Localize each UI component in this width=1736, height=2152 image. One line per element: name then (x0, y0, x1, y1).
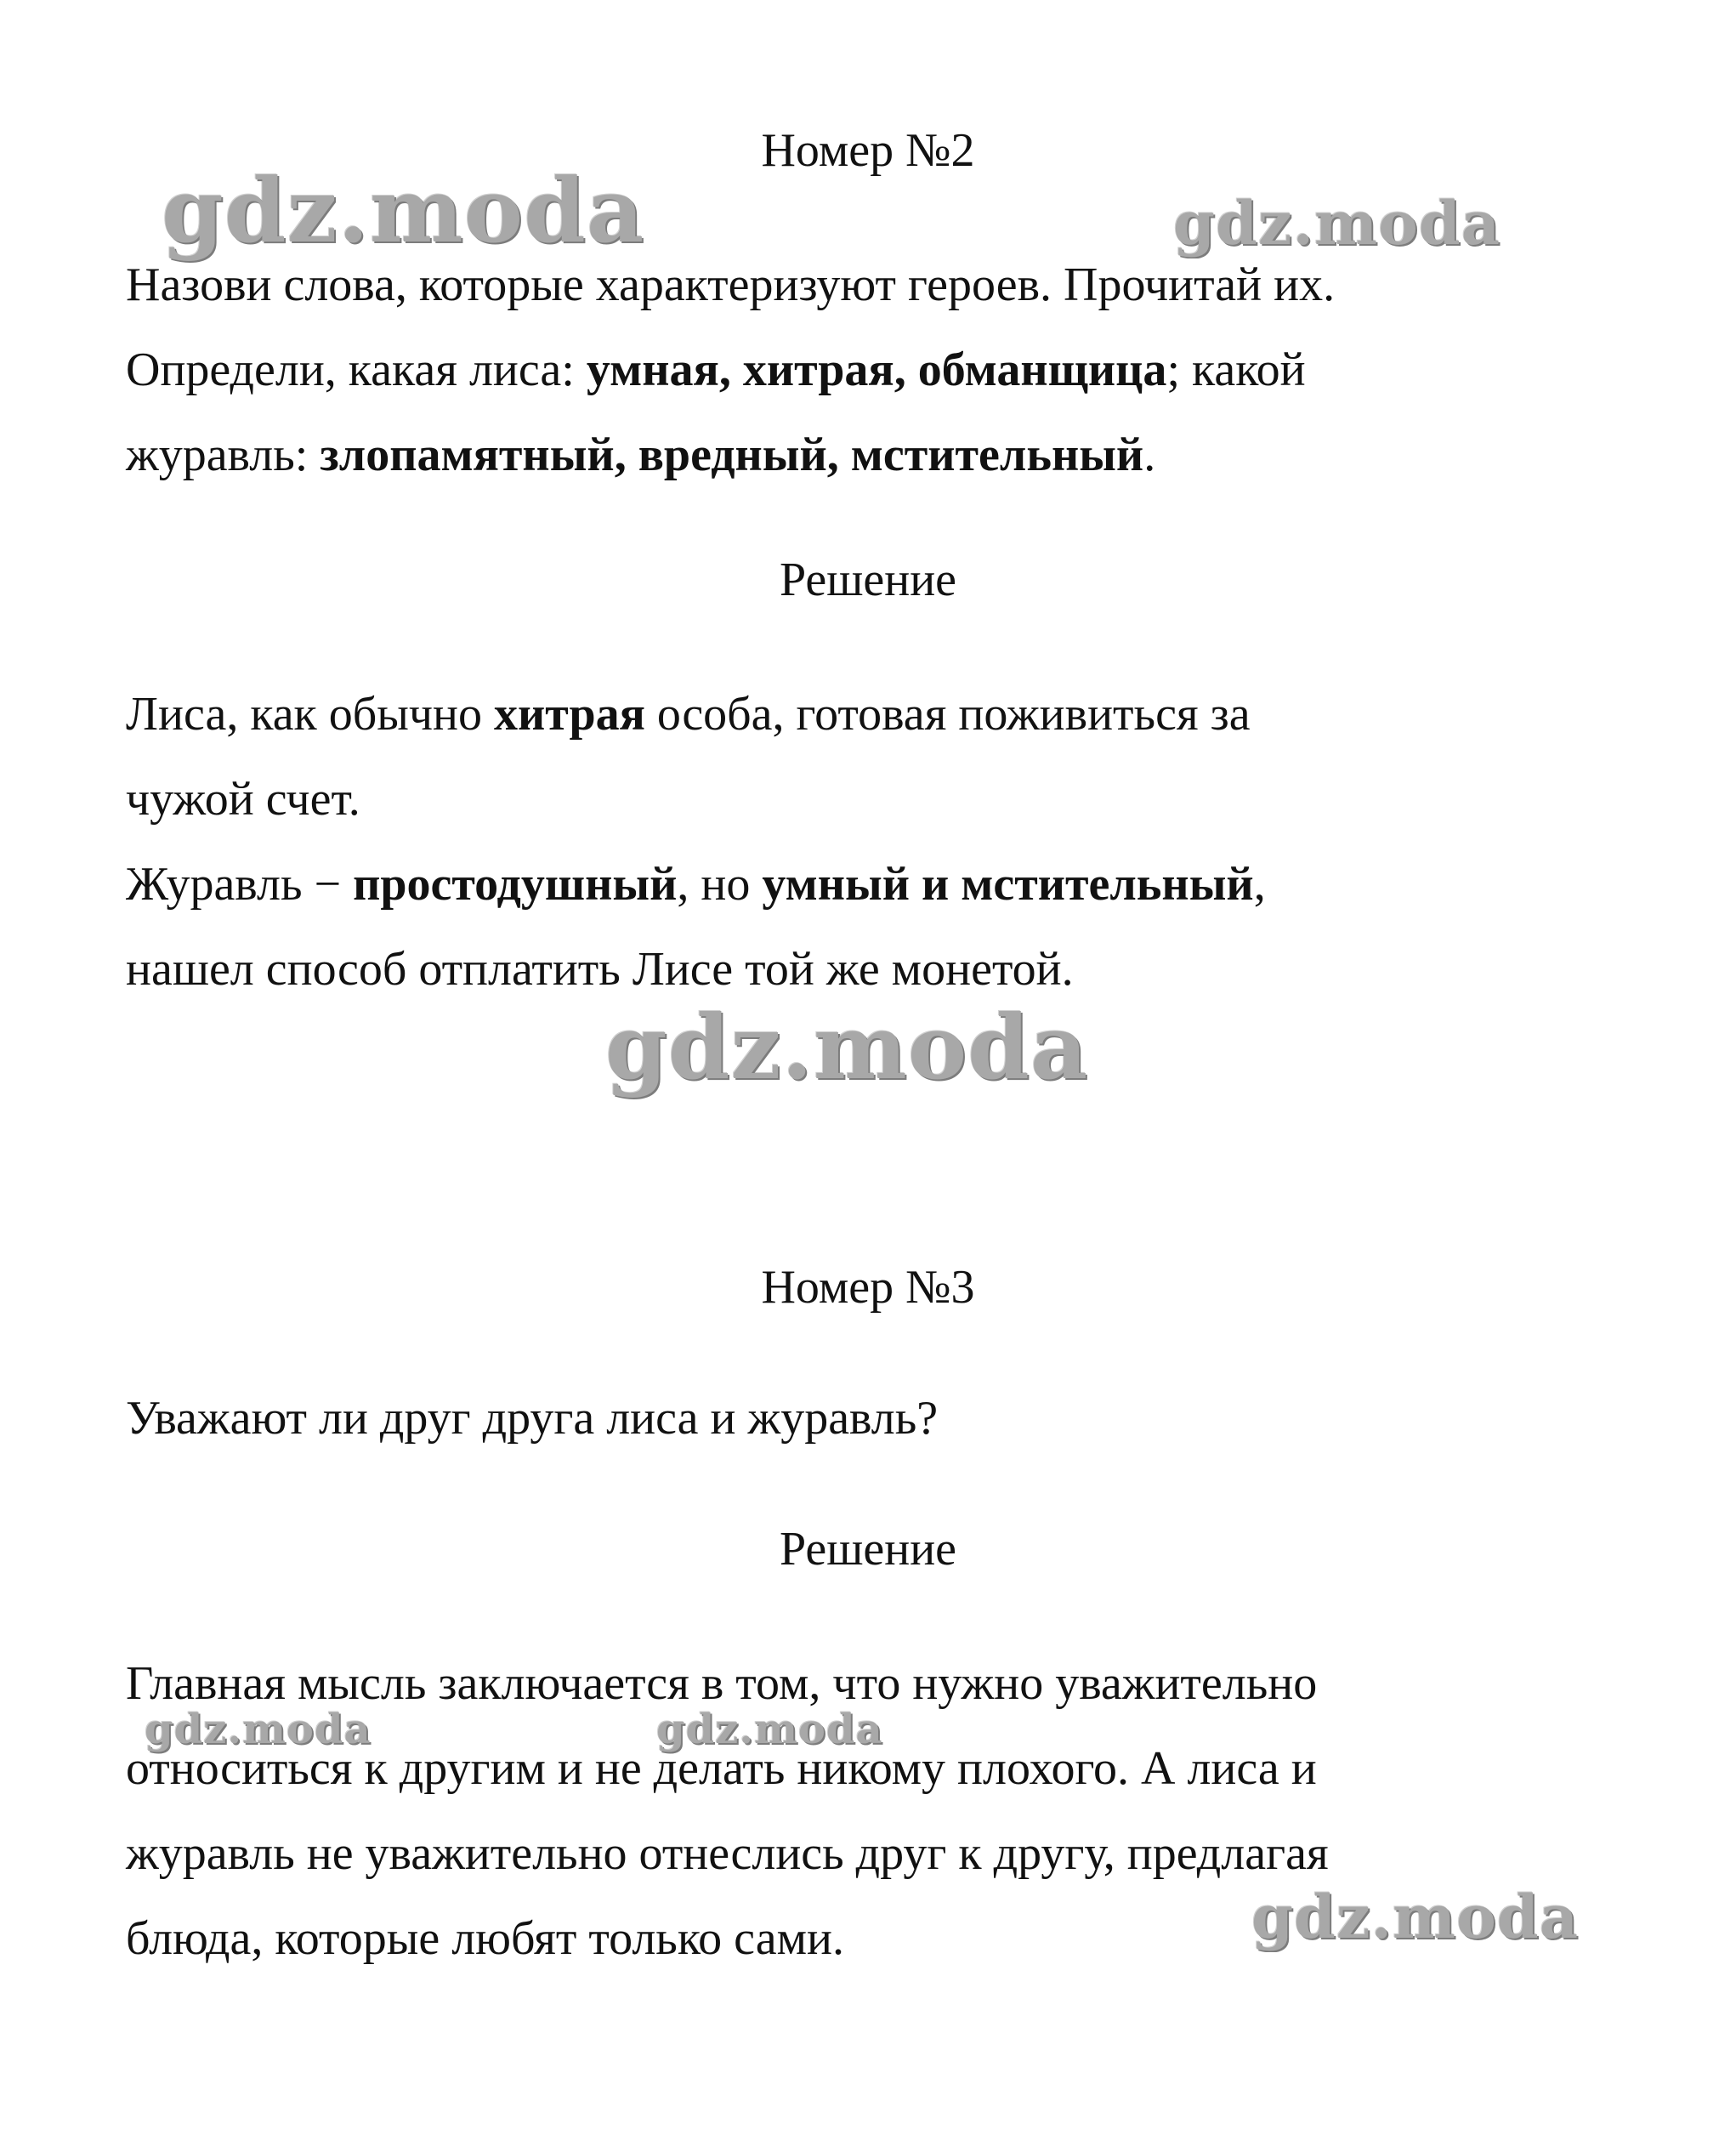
section-3-solution-heading: Решение (779, 1523, 957, 1576)
crane-traits: злопамятный, вредный, мстительный (320, 429, 1144, 481)
solution-line: журавль не уважительно отнеслись друг к другу, предлагая (126, 1827, 1329, 1880)
section-2-task (126, 242, 1622, 497)
task-line: Назови слова, которые характеризуют героев. Прочитай их. (126, 258, 1336, 311)
watermark-logo: gdz.moda (162, 158, 645, 263)
watermark-logo: gdz.moda (145, 1706, 372, 1753)
task-line: журавль: злопамятный, вредный, мстительный. (126, 429, 1156, 481)
section-2-heading: Номер №2 (761, 124, 975, 177)
section-3-task: Уважают ли друг друга лиса и журавль? (126, 1392, 939, 1445)
section-3-solution (126, 1641, 1622, 1981)
solution-line: блюда, которые любят только сами. (126, 1912, 844, 1965)
section-3-heading: Номер №3 (761, 1261, 975, 1314)
section-2-solution-heading: Решение (779, 554, 957, 606)
solution-line: относиться к другим и не делать никому плохого. А лиса и (126, 1742, 1317, 1795)
section-2-solution (126, 672, 1622, 1012)
task-line: Определи, какая лиса: умная, хитрая, обманщица; какой (126, 344, 1306, 396)
watermark-logo: gdz.moda (1251, 1882, 1580, 1952)
watermark-logo: gdz.moda (1173, 188, 1501, 258)
solution-line: Главная мысль заключается в том, что нужно уважительно (126, 1657, 1318, 1710)
solution-line: нашел способ отплатить Лисе той же монетой. (126, 943, 1074, 996)
fox-traits: умная, хитрая, обманщица (586, 344, 1167, 396)
solution-line: чужой счет. (126, 773, 360, 826)
watermark-logo: gdz.moda (605, 995, 1089, 1099)
watermark-logo: gdz.moda (656, 1706, 883, 1753)
solution-line: Лиса, как обычно хитрая особа, готовая поживиться за (126, 688, 1251, 741)
solution-line: Журавль − простодушный, но умный и мстительный, (126, 858, 1266, 911)
